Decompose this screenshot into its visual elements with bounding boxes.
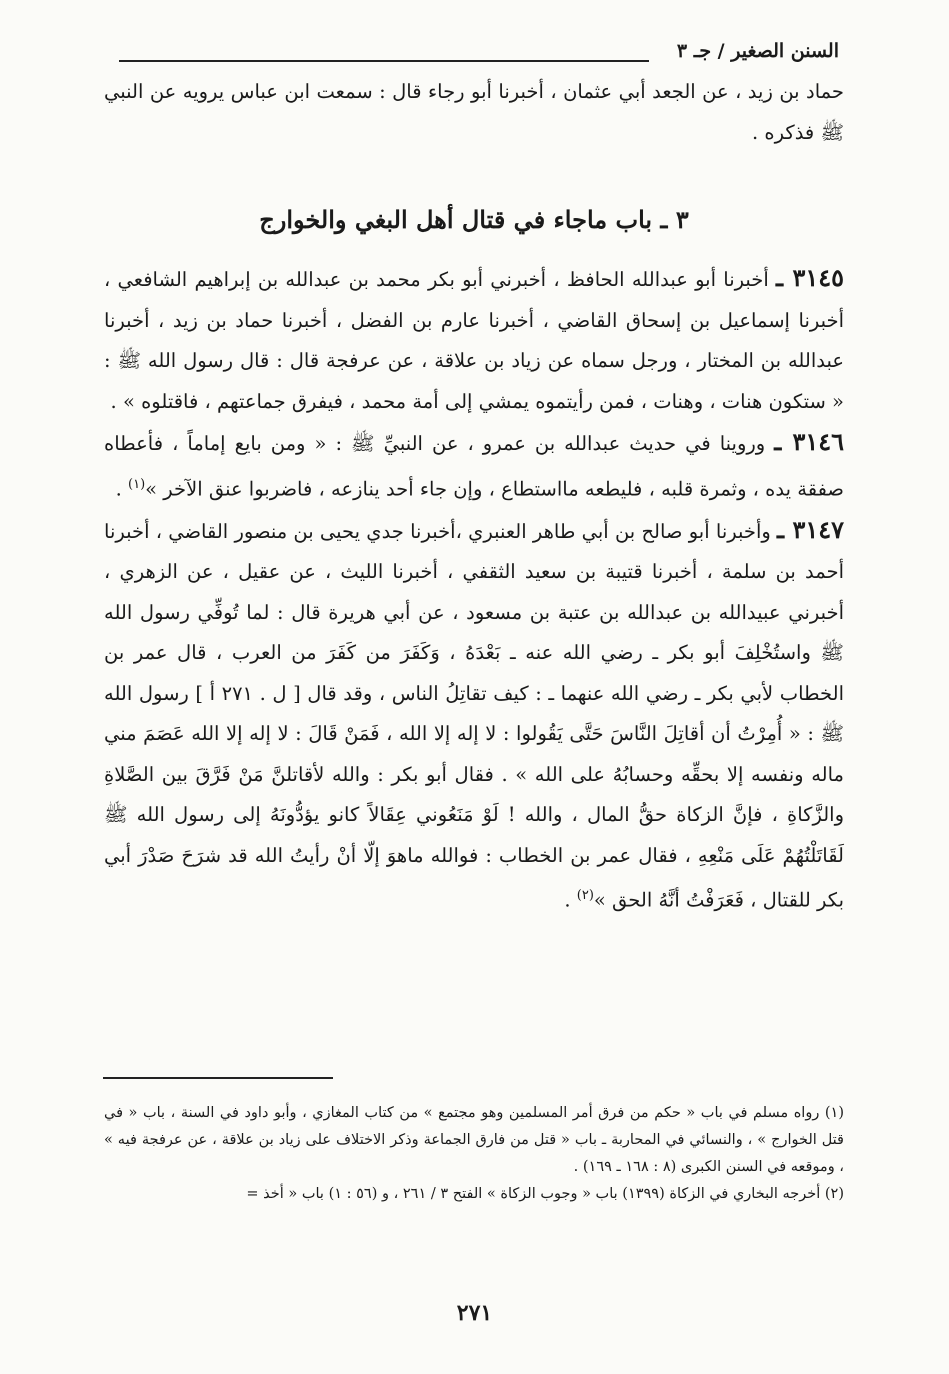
hadith-list [104, 258, 844, 921]
hadith-number: ٣١٤٦ ـ [774, 427, 844, 456]
footnote-2: (٢) أخرجه البخاري في الزكاة (١٣٩٩) باب « وجوب الزكاة » الفتح ٣ / ٢٦١ ، و (٥٦ : ١) باب « أخذ = [246, 1186, 844, 1202]
hadith-3146 [104, 422, 844, 510]
hadith-text: وروينا في حديث عبدالله بن عمرو ، عن النبيِّ ﷺ : « ومن بايع إماماً ، فأعطاه صفقة يده ، وثمرة قلبه ، فليطعه مااستطاع ، وإن جاء أحد ينازعه ، فاضربوا عنق الآخر » [104, 432, 844, 500]
hadith-text: أخبرنا أبو عبدالله الحافظ ، أخبرني أبو بكر محمد بن عبدالله بن إبراهيم الشافعي ، أخبرنا إسماعيل بن إسحاق القاضي ، أخبرنا عارم بن الفضل ، أخبرنا حماد بن زيد ، أخبرنا عبدالله بن المختار ، ورجل سماه عن زياد بن علاقة ، عن عرفجة قال : قال رسول الله ﷺ : « ستكون هنات ، وهنات ، فمن رأيتموه يمشي إلى أمة محمد ، فيفرق جماعتهم ، فاقتلوه » . [104, 268, 844, 413]
hadith-number: ٣١٤٧ ـ [777, 514, 844, 544]
page-number: ٢٧١ [456, 1300, 493, 1326]
chapter-heading: ٣ ـ باب ماجاء في قتال أهل البغي والخوارج [259, 205, 689, 234]
intro-paragraph: حماد بن زيد ، عن الجعد أبي عثمان ، أخبرنا أبو رجاء قال : سمعت ابن عباس يرويه عن النبي ﷺ فذكره . [104, 80, 844, 144]
hadith-3147 [104, 510, 844, 922]
running-header [119, 40, 839, 66]
footnote-ref: (١) [128, 476, 146, 492]
hadith-end: . [115, 477, 128, 500]
hadith-end: . [564, 888, 577, 912]
hadith-text: وأخبرنا أبو صالح بن أبي طاهر العنبري ،أخبرنا جدي يحيى بن منصور القاضي ، أخبرنا أحمد بن سلمة ، أخبرنا قتيبة بن سعيد الثقفي ، أخبرنا الليث ، عن عقيل ، عن الزهري ، أخبرني عبيدالله بن عبدالله بن عتبة بن مسعود ، عن أبي هريرة قال : لما تُوفِّي رسول الله ﷺ واستُخْلِفَ أبو بكر ـ رضي الله عنه ـ بَعْدَهُ ، وَكَفَرَ من كَفَرَ من العرب ، قال عمر بن الخطاب لأبي بكر ـ رضي الله عنهما ـ : كيف تقاتِلُ الناس ، وقد قال [ ل . ٢٧١ أ ] رسول الله ﷺ : « أُمِرْتُ أن أقاتِلَ النَّاسَ حَتَّى يَقُولوا : لا إله إلا الله ، فَمَنْ قَالَ : لا إله إلا الله عَصَمَ مني ماله ونفسه إلا بحقِّه وحسابُهُ على الله » . فقال أبو بكر : والله لأقاتلنَّ مَنْ فَرَّقَ بين الصَّلاةِ والزَّكاةِ ، فإنَّ الزكاة حقُّ المال ، والله ! لَوْ مَنَعُوني عِقَالاً كانو يؤدُّونَهُ إلى رسول الله ﷺ لَقَاتَلْتُهُمْ عَلَى مَنْعِهِ ، فقال عمر بن الخطاب : فوالله ماهوَ إلّا أنْ رأيتُ الله قد شرَحَ صَدْرَ أبي بكر للقتال ، فَعَرَفْتُ أنَّهُ الحق » [104, 519, 844, 912]
hadith-3145 [104, 258, 844, 422]
footnote-ref: (٢) [576, 888, 594, 903]
header-title: السنن الصغير / جـ ٣ [676, 40, 839, 62]
footnotes [104, 1100, 844, 1208]
header-rule [119, 60, 649, 62]
hadith-number: ٣١٤٥ ـ [776, 263, 845, 292]
footnote-1: (١) رواه مسلم في باب « حكم من فرق أمر المسلمين وهو مجتمع » من كتاب المغازي ، وأبو داود في السنة ، باب « في قتل الخوارج » ، والنسائي في المحاربة ـ باب « قتل من فارق الجماعة وذكر الاختلاف على زياد بن علاقة ، عن عرفجة فيه » ، وموقعه في السنن الكبرى (٨ : ١٦٨ ـ ١٦٩) . [104, 1105, 844, 1175]
footnote-separator [103, 1077, 333, 1079]
